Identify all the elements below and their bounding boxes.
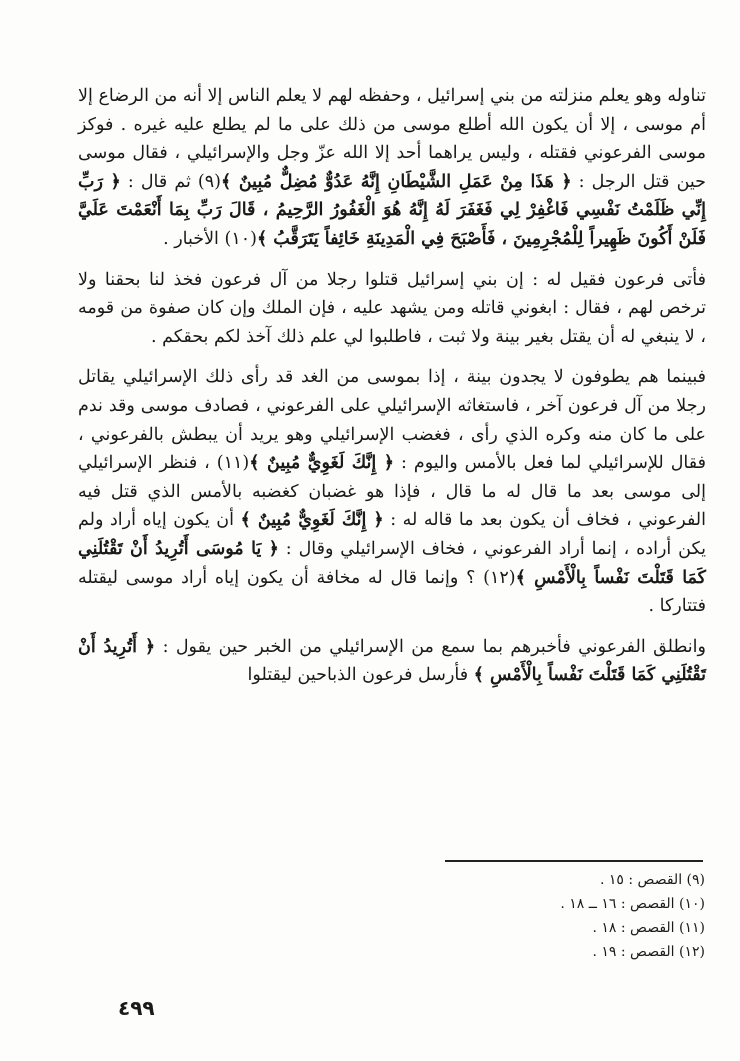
quran-quote: ﴿ هَذَا مِنْ عَمَلِ الشَّيْطَانِ إِنَّهُ عَدُوٌّ مُضِلٌّ مُبِينٌ ﴾: [220, 171, 572, 192]
footnote: (١٠) القصص : ١٦ ــ ١٨ .: [560, 896, 705, 912]
paragraph: [78, 266, 706, 352]
footnote: (١٢) القصص : ١٩ .: [592, 944, 705, 960]
quran-quote: ﴿ أَتُرِيدُ أَنْ تَقْتُلَنِي كَمَا قَتَلْتَ نَفْساً بِالْأَمْسِ ﴾: [78, 636, 706, 686]
quran-quote: ﴿ إِنَّكَ لَغَوِيٌّ مُبِينٌ ﴾: [240, 510, 384, 531]
text-segment: (٩) ثم قال :: [120, 171, 221, 192]
text-segment: (١٠) الأخبار .: [163, 228, 257, 249]
paragraph: [78, 82, 706, 254]
text-segment: وانطلق الفرعوني فأخبرهم بما سمع من الإسرائيلي من الخبر حين يقول :: [155, 636, 706, 657]
text-segment: (١٢) ؟ وإنما قال له مخافة أن يكون إياه أراد موسى ليقتله فتتاركا .: [78, 567, 706, 617]
footnote-separator: [445, 860, 703, 862]
footnote: (١١) القصص : ١٨ .: [592, 920, 705, 936]
paragraph: [78, 363, 706, 620]
text-segment: تناوله وهو يعلم منزلته من بني إسرائيل ، وحفظه لهم لا يعلم الناس إلا أنه من الرضاع إلا أم موسى ، إلا أن يكون الله أطلع موسى من ذلك على ما لم يطلع عليه غيره . فوكز موسى الفرعوني فقتله ، وليس يراهما أحد إلا الله عزّ وجل والإسرائيلي ، فقال موسى حين قتل الرجل :: [78, 86, 707, 192]
text-segment: فبينما هم يطوفون لا يجدون بينة ، إذا بموسى من الغد قد رأى ذلك الإسرائيلي يقاتل رجلا من آل فرعون آخر ، فاستغاثه الإسرائيلي على الفرعوني ، فصادف موسى وقد ندم على ما كان منه وكره الذي رأى ، فغضب الإسرائيلي وهو يريد أن يبطش بالفرعوني ، فقال للإسرائيلي لما فعل بالأمس واليوم :: [78, 367, 706, 474]
paragraph: [78, 633, 706, 690]
body-text: [78, 82, 706, 690]
page-number: ٤٩٩: [118, 996, 155, 1020]
text-segment: أن يكون إياه أراد ولم يكن أراده ، إنما أراد الفرعوني ، فخاف الإسرائيلي وقال :: [78, 510, 706, 559]
text-segment: (١١) ، فنظر الإسرائيلي إلى موسى بعد ما قال له ما قال ، فإذا هو غضبان كغضبه بالأمس الذي قتل فيه الفرعوني ، فخاف أن يكون بعد ما قاله له :: [78, 453, 706, 531]
quran-quote: ﴿ إِنَّكَ لَغَوِيٌّ مُبِينٌ ﴾: [249, 453, 395, 474]
text-segment: فأتى فرعون فقيل له : إن بني إسرائيل قتلوا رجلا من آل فرعون فخذ لنا بحقنا ولا ترخص لهم ، فقال : ابغوني قاتله ومن يشهد عليه ، فإن الملك وإن كان صفوة من قومه ، لا ينبغي له أن يقتل بغير بينة ولا ثبت ، فاطلبوا لي علم ذلك آخذ لكم بحقكم .: [78, 269, 706, 347]
text-segment: فأرسل فرعون الذباحين ليقتلوا: [247, 665, 474, 686]
footnote: (٩) القصص : ١٥ .: [599, 872, 705, 888]
quran-quote: ﴿ رَبِّ إِنِّي ظَلَمْتُ نَفْسِي فَاغْفِرْ لِي فَغَفَرَ لَهُ إِنَّهُ هُوَ الْغَفُورُ الرَّحِيمُ ، قَالَ رَبِّ بِمَا أَنْعَمْتَ عَلَيَّ فَلَنْ أَكُونَ ظَهِيراً لِلْمُجْرِمِينَ ، فَأَصْبَحَ فِي الْمَدِينَةِ خَائِفاً يَتَرَقَّبُ ﴾: [78, 171, 706, 249]
quran-quote: ﴿ يَا مُوسَى أَتُرِيدُ أَنْ تَقْتُلَنِي كَمَا قَتَلْتَ نَفْساً بِالْأَمْسِ ﴾: [78, 538, 706, 588]
footnotes: [420, 868, 705, 964]
